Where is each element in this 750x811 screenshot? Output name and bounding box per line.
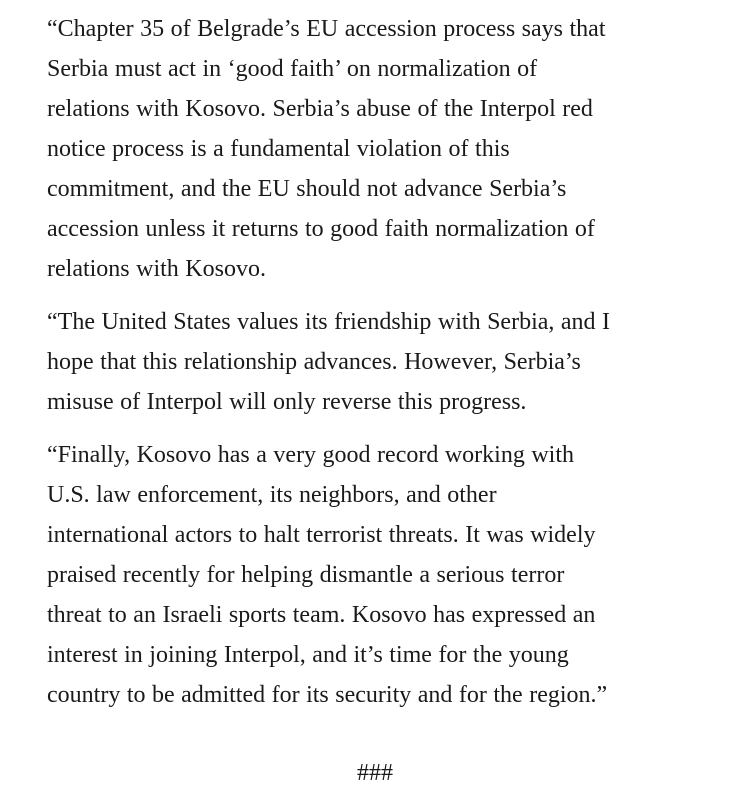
paragraph-kosovo-record: “Finally, Kosovo has a very good record working with U.S. law enforcement, its neighbors, and other international actors to halt terrorist threats. It was widely praised recently for helping dismantle a serious terror threat to an Israeli sports team. Kosovo has expressed an interest in joining Interpol, and it’s time for the young country to be admitted for its security and for the region.” — [47, 442, 608, 708]
paragraph-eu-accession: “Chapter 35 of Belgrade’s EU accession process says that Serbia must act in ‘good faith’ on normalization of relations with Kosovo. Serbia’s abuse of the Interpol red notice process is a fundamental violation of this commitment, and the EU should not advance Serbia’s accession unless it returns to good faith normalization of relations with Kosovo. — [47, 16, 606, 282]
press-release-body — [47, 9, 737, 728]
end-of-release-mark: ### — [357, 760, 393, 786]
paragraph-us-friendship: “The United States values its friendship with Serbia, and I hope that this relationship advances. However, Serbia’s misuse of Interpol will only reverse this progress. — [47, 309, 611, 415]
